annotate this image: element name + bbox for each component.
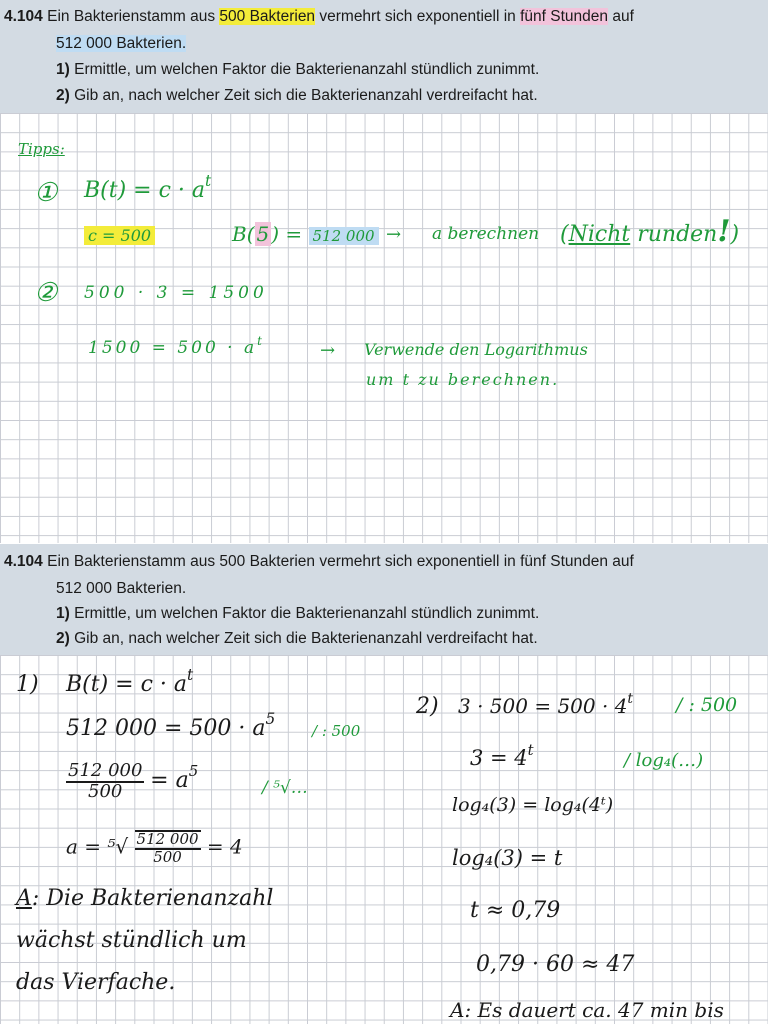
rhs: = a bbox=[150, 767, 189, 793]
solution2-op1: / : 500 bbox=[676, 694, 738, 716]
task-number: 4.104 bbox=[4, 8, 43, 25]
hint-line-1: Verwende den Logarithmus bbox=[364, 340, 588, 359]
answer1-line3: das Vierfache. bbox=[16, 970, 176, 995]
solution1-line2 bbox=[66, 710, 276, 741]
nicht-text: Nicht bbox=[568, 222, 631, 247]
nicht-runden-note bbox=[560, 214, 739, 249]
b5-expression bbox=[232, 222, 379, 246]
root-lhs: a = ⁵√ bbox=[66, 834, 129, 859]
task-question-2 bbox=[56, 630, 538, 648]
highlight-five-hours: fünf Stunden bbox=[520, 8, 609, 25]
answer1-line2: wächst stündlich um bbox=[16, 928, 247, 953]
answer-label: A bbox=[16, 886, 32, 911]
solution2-answer: A: Es dauert ca. 47 min bis bbox=[450, 998, 724, 1022]
b5-highlight-512000: 512 000 bbox=[309, 227, 379, 245]
solution2-label: 2) bbox=[416, 694, 439, 719]
formula-text: B(t) = c · a bbox=[66, 672, 188, 697]
equation-text: 1500 = 500 · a bbox=[88, 338, 258, 358]
answer-text: : Die Bakterienanzahl bbox=[31, 886, 274, 911]
tips-title: Tipps: bbox=[18, 140, 65, 158]
solution1-line1 bbox=[66, 666, 194, 697]
b5-highlight-five: 5 bbox=[256, 222, 270, 246]
task-line-2: 512 000 Bakterien. bbox=[56, 580, 187, 597]
task-question-1 bbox=[56, 605, 539, 623]
question-number: 1) bbox=[56, 61, 70, 78]
question-text: Gib an, nach welcher Zeit sich die Bakterienanzahl verdreifacht hat. bbox=[69, 630, 538, 647]
formula-exponent: t bbox=[187, 666, 194, 685]
fraction bbox=[66, 762, 144, 802]
exponent: 5 bbox=[188, 762, 199, 781]
exclamation-icon: ! bbox=[717, 214, 731, 249]
result: = 4 bbox=[206, 834, 243, 859]
task-question-2 bbox=[56, 87, 538, 105]
task-number: 4.104 bbox=[4, 553, 43, 570]
solution1-label: 1) bbox=[16, 672, 39, 697]
tip-number-1: ① bbox=[34, 178, 58, 208]
question-number: 2) bbox=[56, 87, 70, 104]
denominator: 500 bbox=[88, 780, 123, 802]
task-line-1 bbox=[4, 553, 634, 571]
arrow-icon: → bbox=[386, 224, 402, 245]
question-number: 2) bbox=[56, 630, 70, 647]
b5-post: ) = bbox=[271, 222, 303, 246]
formula-text: B(t) = c · a bbox=[84, 178, 206, 203]
task-text: Ein Bakterienstamm aus 500 Bakterien vermehrt sich exponentiell in fünf Stunden auf bbox=[47, 553, 634, 570]
solution2-line2 bbox=[470, 741, 534, 770]
equation-exponent: 5 bbox=[265, 710, 276, 729]
task-header-top bbox=[0, 0, 768, 113]
paren-close: ) bbox=[730, 222, 740, 247]
c-value-box bbox=[84, 226, 155, 245]
task-line-1 bbox=[4, 8, 634, 26]
solution2-line5: t ≈ 0,79 bbox=[470, 898, 561, 923]
task-question-1 bbox=[56, 61, 539, 79]
hint-line-2: um t zu berechnen. bbox=[366, 370, 560, 389]
task-text: auf bbox=[608, 8, 634, 25]
tip-number-2: ② bbox=[34, 278, 58, 308]
tip2-equation bbox=[88, 333, 265, 358]
highlight-512000-bacteria: 512 000 Bakterien. bbox=[56, 35, 187, 52]
c-highlight: c = 500 bbox=[84, 226, 155, 245]
tip2-calc: 500 · 3 = 1500 bbox=[84, 283, 268, 303]
highlight-500-bacteria: 500 Bakterien bbox=[219, 8, 316, 25]
solution1-line3 bbox=[66, 762, 198, 802]
answer1-line1 bbox=[16, 886, 273, 911]
equation-text: 512 000 = 500 · a bbox=[66, 716, 266, 741]
fraction bbox=[135, 830, 201, 866]
equation-exponent: t bbox=[627, 691, 634, 708]
question-text: Gib an, nach welcher Zeit sich die Bakterienanzahl verdreifacht hat. bbox=[69, 87, 538, 104]
solution1-op1: / : 500 bbox=[312, 722, 361, 740]
a-calc-text: a berechnen bbox=[432, 224, 540, 244]
formula-exponent: t bbox=[205, 172, 212, 191]
solution1-line4 bbox=[66, 830, 243, 866]
equation-exponent: t bbox=[257, 333, 265, 348]
solution2-op2: / log₄(…) bbox=[624, 750, 704, 771]
equation-text: 3 · 500 = 500 · 4 bbox=[458, 694, 628, 718]
solution1-op2: / ⁵√… bbox=[262, 778, 308, 798]
question-text: Ermittle, um welchen Faktor die Bakterienanzahl stündlich zunimmt. bbox=[69, 61, 540, 78]
task-line-2 bbox=[56, 35, 186, 53]
solution2-line3: log₄(3) = log₄(4ᵗ) bbox=[452, 794, 614, 816]
solution2-line6: 0,79 · 60 ≈ 47 bbox=[476, 952, 635, 977]
solution2-line1 bbox=[458, 691, 634, 718]
paren-open: ( bbox=[560, 222, 569, 247]
question-number: 1) bbox=[56, 605, 70, 622]
solution2-line4: log₄(3) = t bbox=[452, 846, 563, 870]
task-text: Ein Bakterienstamm aus bbox=[47, 8, 220, 25]
numerator: 512 000 bbox=[68, 760, 143, 781]
denominator: 500 bbox=[153, 847, 182, 866]
arrow-icon: → bbox=[320, 340, 336, 361]
equation-exponent: t bbox=[527, 741, 534, 759]
b5-pre: B( bbox=[232, 222, 255, 246]
equation-text: 3 = 4 bbox=[470, 746, 528, 770]
numerator: 512 000 bbox=[136, 830, 199, 848]
task-header-bottom bbox=[0, 544, 768, 655]
question-text: Ermittle, um welchen Faktor die Bakterienanzahl stündlich zunimmt. bbox=[69, 605, 540, 622]
tip1-formula bbox=[84, 172, 212, 203]
task-text: vermehrt sich exponentiell in bbox=[315, 8, 521, 25]
runden-text: runden bbox=[630, 222, 718, 247]
